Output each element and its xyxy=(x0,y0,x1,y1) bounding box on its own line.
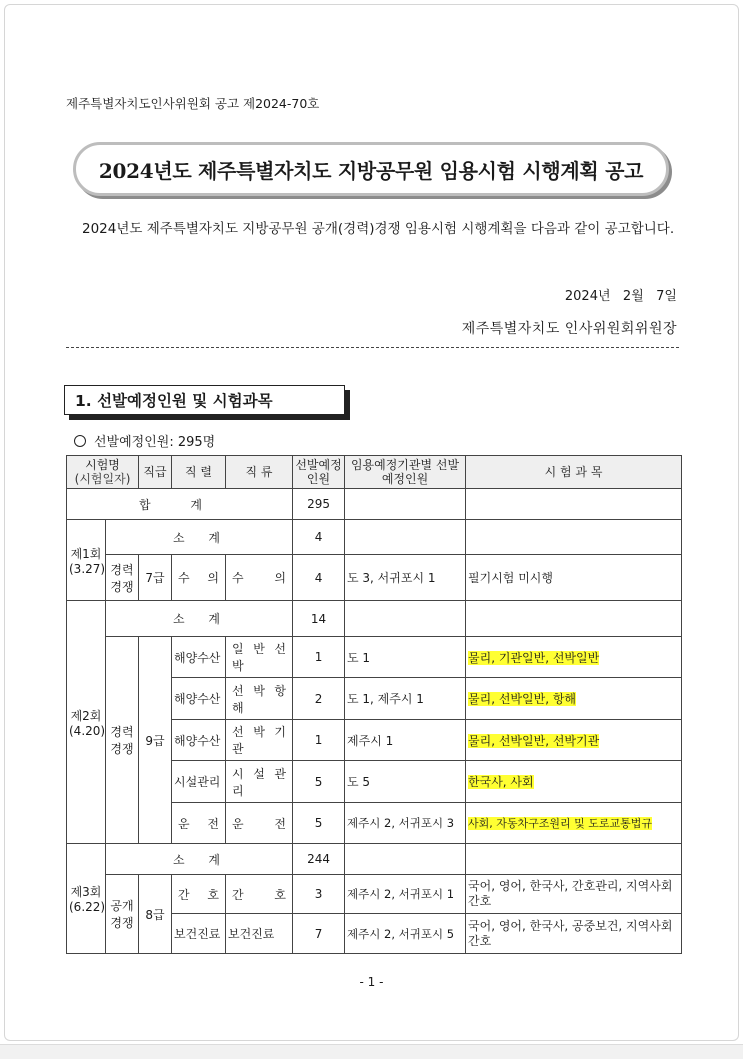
intro-paragraph: 2024년도 제주특별자치도 지방공무원 공개(경력)경쟁 임용시험 시행계획을 다음과 같이 공고합니다. xyxy=(82,221,675,237)
row-count: 2 xyxy=(293,678,345,720)
round3-subtotal-count: 244 xyxy=(293,844,345,875)
divider xyxy=(66,347,679,348)
table-row xyxy=(67,875,682,914)
issuer-name: 제주특별자치도 인사위원회위원장 xyxy=(461,321,677,337)
section-heading: 1. 선발예정인원 및 시험과목 xyxy=(64,385,345,415)
row-subjects-text: 필기시험 미시행 xyxy=(468,571,553,585)
total-label-b: 계 xyxy=(190,497,203,512)
row-subjects xyxy=(466,678,682,720)
round1-subtotal-subjects xyxy=(466,520,682,555)
round2-grade: 9급 xyxy=(139,637,172,844)
row-subjects-highlight: 사회, 자동차구조원리 및 도로교통법규 xyxy=(468,817,653,830)
header-exam-name-label: 시험명 xyxy=(85,458,120,472)
round3-subtotal-a: 소 xyxy=(173,852,185,867)
row-category: 선 박 기 관 xyxy=(226,720,293,761)
round2-subtotal-a: 소 xyxy=(173,612,185,626)
row-category: 시 설 관 리 xyxy=(226,761,293,803)
header-agency: 임용예정기관별 선발예정인원 xyxy=(345,456,466,489)
total-subjects xyxy=(466,489,682,520)
circle-bullet-icon xyxy=(74,435,86,447)
row-agency: 도 3, 서귀포시 1 xyxy=(345,555,466,601)
row-series: 보건진료 xyxy=(172,914,226,954)
row-series: 해양수산 xyxy=(172,720,226,761)
table-row xyxy=(67,637,682,678)
round3-subtotal-agency xyxy=(345,844,466,875)
row-subjects-highlight: 물리, 기관일반, 선박일반 xyxy=(468,650,600,665)
row-agency: 도 1 xyxy=(345,637,466,678)
row-count: 3 xyxy=(293,875,345,914)
row-agency: 제주시 2, 서귀포시 3 xyxy=(345,803,466,844)
row-count: 1 xyxy=(293,720,345,761)
row-subjects xyxy=(466,555,682,601)
round3-subtotal-label xyxy=(106,844,293,875)
notice-date: 2024년 2월 7일 xyxy=(564,289,677,304)
round1-label-cell xyxy=(67,520,106,601)
round1-subtotal-b: 계 xyxy=(208,530,221,545)
round2-label: 제2회 xyxy=(70,708,102,723)
next-page-edge xyxy=(0,1044,743,1059)
round1-date: (3.27) xyxy=(69,561,106,576)
round2-type: 경력 경쟁 xyxy=(106,637,139,844)
row-series: 해양수산 xyxy=(172,678,226,720)
total-agency xyxy=(345,489,466,520)
round3-date: (6.22) xyxy=(69,900,106,914)
header-count: 선발예정 인원 xyxy=(293,456,345,489)
round3-subtotal-row xyxy=(67,844,682,875)
page-number: - 1 - xyxy=(359,975,384,989)
row-subjects-highlight: 물리, 선박일반, 선박기관 xyxy=(468,733,600,748)
document-title: 2024년도 제주특별자치도 지방공무원 임용시험 시행계획 공고 xyxy=(98,158,644,183)
row-category: 운 전 xyxy=(226,803,293,844)
round1-subtotal-agency xyxy=(345,520,466,555)
round3-label-cell xyxy=(67,844,106,954)
round2-subtotal-label xyxy=(106,601,293,637)
row-count: 7 xyxy=(293,914,345,954)
header-exam-date-label: (시험일자) xyxy=(74,472,131,486)
total-label-a: 합 xyxy=(139,497,151,512)
row-category: 수 의 xyxy=(226,555,293,601)
row-subjects xyxy=(466,637,682,678)
round2-date: (4.20) xyxy=(69,723,106,738)
round3-subtotal-b: 계 xyxy=(208,852,221,867)
row-subjects-highlight: 물리, 선박일반, 항해 xyxy=(468,692,577,706)
recruitment-table xyxy=(66,455,682,954)
round1-type: 경력 경쟁 xyxy=(106,555,139,601)
header-row xyxy=(67,456,682,489)
row-agency: 제주시 2, 서귀포시 5 xyxy=(345,914,466,954)
row-subjects xyxy=(466,720,682,761)
row-series: 수 의 xyxy=(172,555,226,601)
table-row xyxy=(67,555,682,601)
row-subjects: 국어, 영어, 한국사, 공중보건, 지역사회간호 xyxy=(466,914,682,954)
quota-text: 선발예정인원: 295명 xyxy=(94,435,216,450)
round2-subtotal-b: 계 xyxy=(208,612,221,626)
row-series: 시설관리 xyxy=(172,761,226,803)
row-category: 일 반 선 박 xyxy=(226,637,293,678)
round3-type: 공개 경쟁 xyxy=(106,875,139,954)
round1-label: 제1회 xyxy=(70,546,102,561)
header-subjects: 시 험 과 목 xyxy=(466,456,682,489)
round1-subtotal-row xyxy=(67,520,682,555)
round1-subtotal-label xyxy=(106,520,293,555)
notice-number: 제주특별자치도인사위원회 공고 제2024-70호 xyxy=(66,96,320,111)
total-label xyxy=(67,489,293,520)
round2-subtotal-agency xyxy=(345,601,466,637)
row-count: 5 xyxy=(293,761,345,803)
round3-grade: 8급 xyxy=(139,875,172,954)
title-box xyxy=(73,142,669,196)
round2-label-cell xyxy=(67,601,106,844)
header-category: 직 류 xyxy=(226,456,293,489)
row-subjects xyxy=(466,803,682,844)
round3-subtotal-subjects xyxy=(466,844,682,875)
round1-subtotal-a: 소 xyxy=(173,530,185,545)
round1-grade: 7급 xyxy=(139,555,172,601)
round2-subtotal-row xyxy=(67,601,682,637)
row-agency: 제주시 2, 서귀포시 1 xyxy=(345,875,466,914)
row-category: 간 호 xyxy=(226,875,293,914)
row-agency: 도 1, 제주시 1 xyxy=(345,678,466,720)
row-subjects-highlight: 한국사, 사회 xyxy=(468,775,534,789)
round3-label: 제3회 xyxy=(70,885,102,899)
row-category: 보건진료 xyxy=(226,914,293,954)
round2-subtotal-count: 14 xyxy=(293,601,345,637)
header-series: 직 렬 xyxy=(172,456,226,489)
total-row xyxy=(67,489,682,520)
total-count: 295 xyxy=(293,489,345,520)
header-exam-name xyxy=(67,456,139,489)
row-subjects xyxy=(466,761,682,803)
row-category: 선 박 항 해 xyxy=(226,678,293,720)
row-subjects: 국어, 영어, 한국사, 간호관리, 지역사회간호 xyxy=(466,875,682,914)
header-grade: 직급 xyxy=(139,456,172,489)
row-count: 4 xyxy=(293,555,345,601)
row-agency: 제주시 1 xyxy=(345,720,466,761)
quota-line xyxy=(74,431,215,450)
row-count: 5 xyxy=(293,803,345,844)
row-series: 해양수산 xyxy=(172,637,226,678)
round2-subtotal-subjects xyxy=(466,601,682,637)
round1-subtotal-count: 4 xyxy=(293,520,345,555)
row-series: 운 전 xyxy=(172,803,226,844)
row-series: 간 호 xyxy=(172,875,226,914)
row-count: 1 xyxy=(293,637,345,678)
row-agency: 도 5 xyxy=(345,761,466,803)
